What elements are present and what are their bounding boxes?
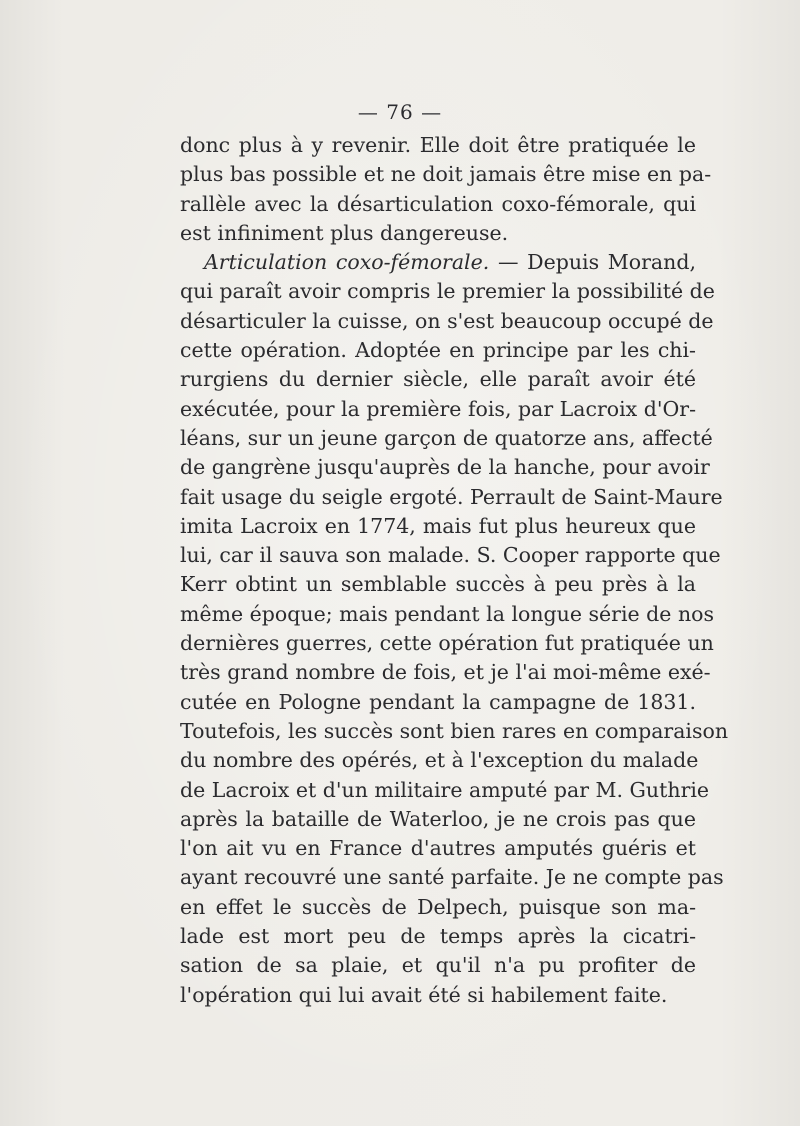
text-line-16: Kerr obtint un semblable succès à peu près à la (180, 572, 696, 597)
text-line-22: du nombre des opérés, et à l'exception du malade (180, 748, 699, 773)
text-line-3: rallèle avec la désarticulation coxo-fémorale, qui (180, 191, 696, 216)
text-line-23: de Lacroix et d'un militaire amputé par M. Guthrie (180, 777, 710, 802)
text-line-27: en effet le succès de Delpech, puisque son ma- (180, 894, 696, 919)
text-line-6: qui paraît avoir compris le premier la possibilité de (180, 279, 715, 304)
body-text (180, 131, 729, 1010)
section-heading: Articulation coxo-fémorale. (204, 250, 490, 275)
text-line-26: ayant recouvré une santé parfaite. Je ne compte pas (180, 865, 724, 890)
text-line-12: de gangrène jusqu'auprès de la hanche, pour avoir (180, 455, 710, 480)
text-line-24: après la bataille de Waterloo, je ne crois pas que (180, 806, 696, 831)
text-line-7: désarticuler la cuisse, on s'est beaucoup occupé de (180, 308, 714, 333)
text-line-28: lade est mort peu de temps après la cicatri- (180, 924, 696, 949)
page-number: — 76 — (357, 100, 443, 124)
text-line-30: l'opération qui lui avait été si habilement faite. (180, 982, 668, 1007)
text-line-1: donc plus à y revenir. Elle doit être pratiquée le (180, 133, 696, 157)
text-line-13: fait usage du seigle ergoté. Perrault de Saint-Maure (180, 484, 723, 509)
text-line-11: léans, sur un jeune garçon de quatorze ans, affecté (180, 425, 713, 450)
text-line-18: dernières guerres, cette opération fut pratiquée un (180, 631, 714, 656)
heading-continuation: — Depuis Morand, (489, 250, 696, 275)
text-line-21: Toutefois, les succès sont bien rares en comparaison (180, 718, 729, 743)
text-line-8: cette opération. Adoptée en principe par les chi- (180, 338, 696, 363)
text-line-14: imita Lacroix en 1774, mais fut plus heureux que (180, 513, 696, 538)
text-line-9: rurgiens du dernier siècle, elle paraît avoir été (180, 367, 696, 392)
text-line-17: même époque; mais pendant la longue série de nos (180, 601, 715, 626)
text-line-10: exécutée, pour la première fois, par Lacroix d'Or- (180, 396, 697, 421)
text-line-2: plus bas possible et ne doit jamais être mise en pa- (180, 162, 712, 187)
text-line-25: l'on ait vu en France d'autres amputés guéris et (180, 836, 696, 861)
paragraph-heading-line (180, 248, 696, 277)
text-line-4: est infiniment plus dangereuse. (180, 220, 509, 245)
text-line-20: cutée en Pologne pendant la campagne de 1831. (180, 689, 696, 714)
text-line-29: sation de sa plaie, et qu'il n'a pu profiter de (180, 953, 696, 978)
text-line-19: très grand nombre de fois, et je l'ai moi-même exé- (180, 660, 711, 685)
text-line-15: lui, car il sauva son malade. S. Cooper rapporte que (180, 543, 721, 568)
